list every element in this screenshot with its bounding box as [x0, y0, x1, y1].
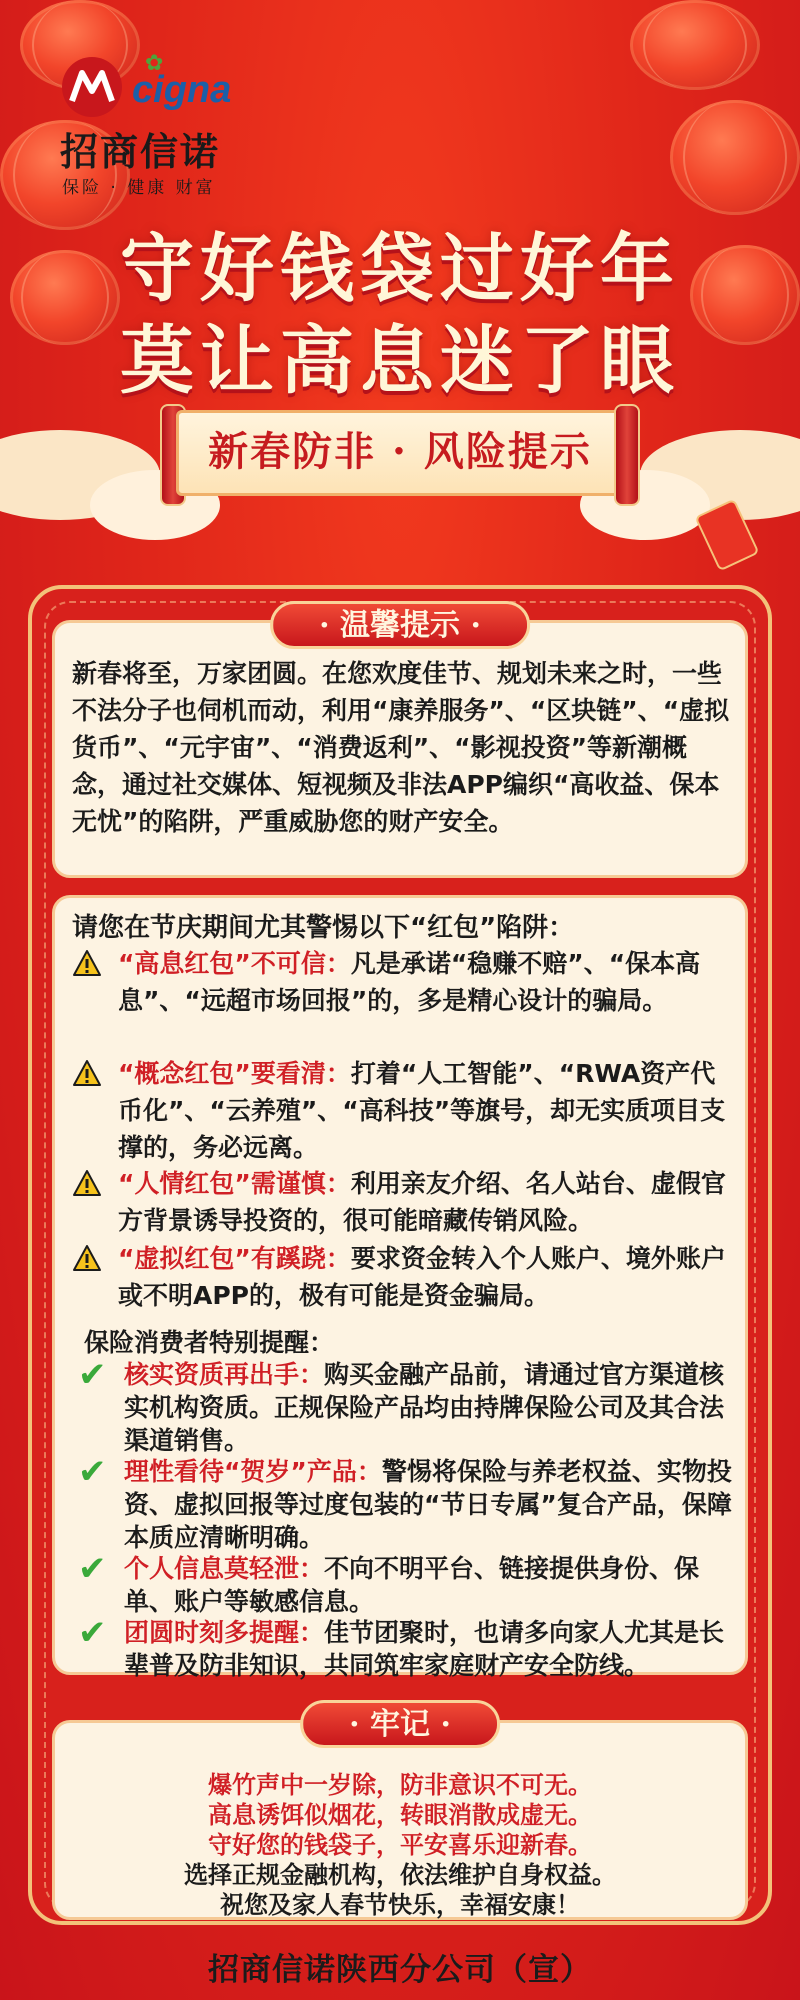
banner-text: 新春防非 · 风险提示 — [176, 410, 624, 496]
cigna-wordmark: cigna — [132, 69, 232, 111]
scroll-roll-right — [614, 404, 640, 506]
trap-body: 利用亲友介绍、名人站台、虚假官方背景诱导投资的，很可能暗藏传销风险。 — [118, 1169, 726, 1235]
lantern-icon — [630, 0, 760, 90]
remember-line: 守好您的钱袋子，平安喜乐迎新春。 — [208, 1831, 592, 1859]
tip-body: 佳节团聚时，也请多向家人尤其是长辈普及防非知识，共同筑牢家庭财产安全防线。 — [124, 1618, 725, 1680]
trap-item — [72, 1165, 732, 1239]
consumer-tip — [78, 1452, 732, 1554]
trap-item — [72, 1055, 732, 1166]
cmb-logo-icon — [60, 55, 124, 119]
trap-item — [72, 945, 732, 1019]
trap-head: “虚拟红包”有蹊跷： — [118, 1244, 351, 1273]
tip-body: 不向不明平台、链接提供身份、保单、账户等敏感信息。 — [124, 1554, 700, 1616]
remember-line: 祝您及家人春节快乐，幸福安康！ — [220, 1891, 580, 1919]
notice-text: 新春将至，万家团圆。在您欢度佳节、规划未来之时，一些不法分子也伺机而动，利用“康养服务”、“区块链”、“虚拟货币”、“元宇宙”、“消费返利”、“影视投资”等新潮概念，通过社交媒体、短视频及非法APP编织“高收益、保本无忧”的陷阱，严重威胁您的财产安全。 — [72, 659, 730, 836]
tip-head: 团圆时刻多提醒： — [124, 1618, 325, 1647]
remember-line: 高息诱饵似烟花，转眼消散成虚无。 — [208, 1801, 592, 1829]
trap-head: “高息红包”不可信： — [118, 949, 351, 978]
warning-icon — [72, 1244, 102, 1272]
notice-badge: · 温馨提示 · — [270, 601, 530, 649]
footer-company: 招商信诺陕西分公司（宣） — [208, 1952, 592, 1988]
consumer-tip — [78, 1613, 732, 1682]
remember-line: 选择正规金融机构，依法维护自身权益。 — [184, 1861, 616, 1889]
tip-body: 警惕将保险与养老权益、实物投资、虚拟回报等过度包装的“节日专属”复合产品，保障本质应清晰明确。 — [124, 1457, 732, 1552]
check-icon: ✔ — [78, 1355, 107, 1395]
brand-name-cn: 招商信诺 — [60, 129, 221, 174]
trap-body: 凡是承诺“稳赚不赔”、“保本高息”、“远超市场回报”的，多是精心设计的骗局。 — [118, 949, 701, 1015]
warning-icon — [72, 949, 102, 977]
headline-line-2: 莫让高息迷了眼 — [120, 318, 680, 404]
remember-line: 爆竹声中一岁除，防非意识不可无。 — [208, 1771, 592, 1799]
trap-head: “概念红包”要看清： — [118, 1059, 351, 1088]
risk-banner — [160, 410, 640, 496]
trap-body: 要求资金转入个人账户、境外账户或不明APP的，极有可能是资金骗局。 — [118, 1244, 726, 1310]
trap-item — [72, 1240, 732, 1314]
check-icon: ✔ — [78, 1549, 107, 1589]
check-icon: ✔ — [78, 1452, 107, 1492]
trap-head: “人情红包”需谨慎： — [118, 1169, 351, 1198]
consumer-lead: 保险消费者特别提醒： — [84, 1328, 335, 1357]
tip-head: 理性看待“贺岁”产品： — [124, 1457, 382, 1486]
consumer-tip — [78, 1549, 732, 1618]
lantern-icon — [670, 100, 800, 215]
remember-badge: · 牢记 · — [300, 1700, 500, 1748]
warning-icon — [72, 1059, 102, 1087]
trap-body: 打着“人工智能”、“RWA资产代币化”、“云养殖”、“高科技”等旗号，却无实质项目支撑的，务必远离。 — [118, 1059, 726, 1162]
tip-head: 个人信息莫轻泄： — [124, 1554, 325, 1583]
brand-slogan: 保险 · 健康 财富 — [62, 178, 216, 198]
tip-head: 核实资质再出手： — [124, 1360, 325, 1389]
cigna-leaf-icon: ✿ — [145, 51, 164, 76]
brand-logo — [60, 51, 260, 205]
consumer-tip — [78, 1355, 732, 1457]
check-icon: ✔ — [78, 1613, 107, 1653]
traps-lead: 请您在节庆期间尤其警惕以下“红包”陷阱： — [72, 913, 575, 943]
headline-line-1: 守好钱袋过好年 — [120, 226, 680, 312]
warning-icon — [72, 1169, 102, 1197]
tip-body: 购买金融产品前，请通过官方渠道核实机构资质。正规保险产品均由持牌保险公司及其合法渠道销售。 — [124, 1360, 725, 1455]
